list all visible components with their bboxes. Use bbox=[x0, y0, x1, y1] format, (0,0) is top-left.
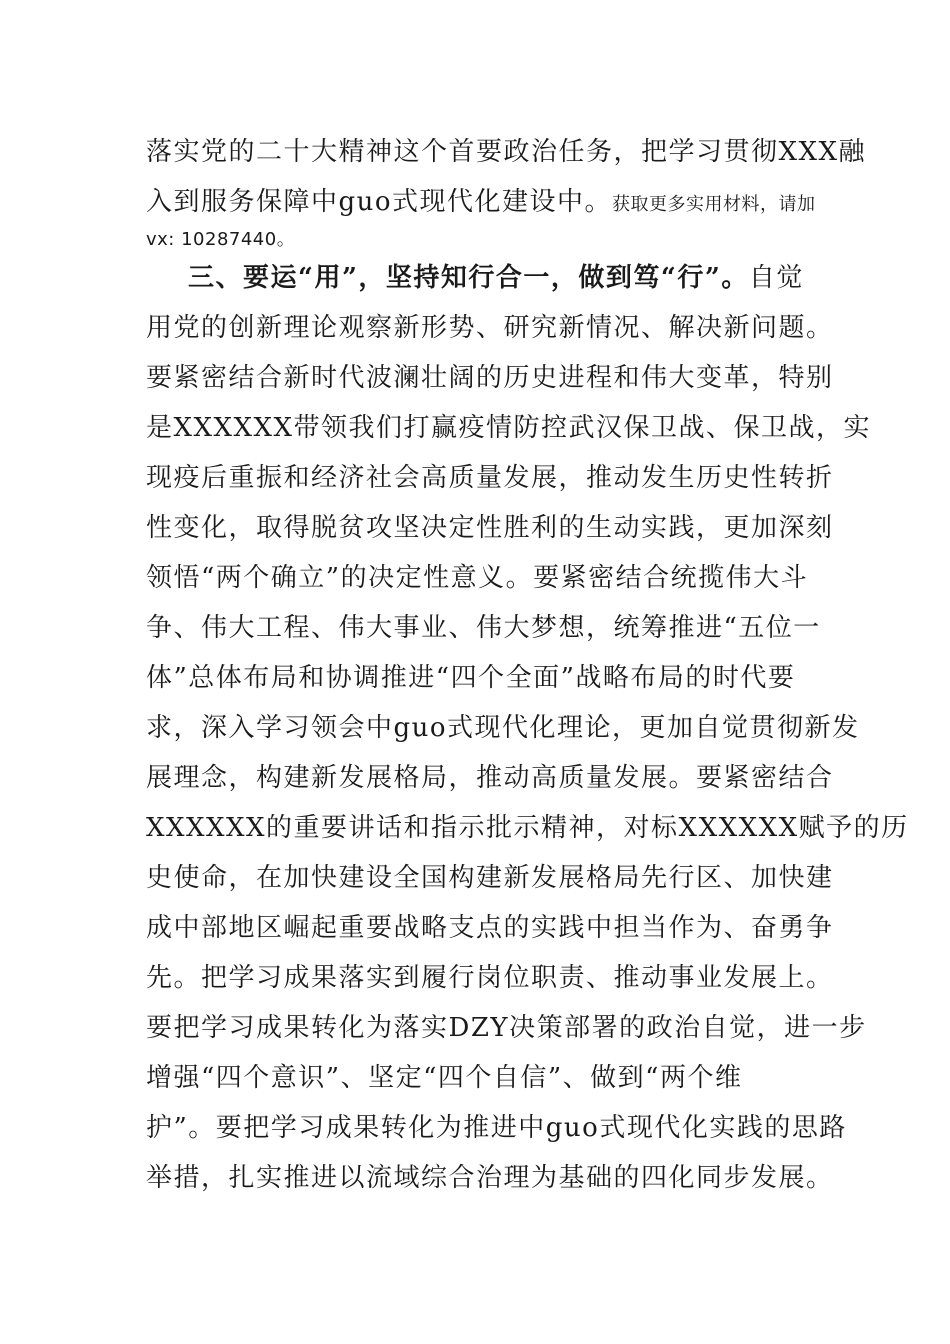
section-heading: 三、要运“用”，坚持知行合一，做到笃“行”。 bbox=[188, 263, 749, 293]
paragraph-line bbox=[146, 610, 826, 646]
paragraph-line bbox=[146, 860, 834, 896]
paragraph-line bbox=[146, 810, 909, 846]
text-run: 是XXXXXX带领我们打赢疫情防控武汉保卫战、保卫战，实 bbox=[146, 413, 872, 443]
text-run: 入到服务保障中guo式现代化建设中。 bbox=[146, 187, 613, 217]
text-run: 自觉 bbox=[748, 263, 804, 293]
paragraph-line bbox=[146, 710, 860, 746]
text-run: 举措，扎实推进以流域综合治理为基础的四化同步发展。 bbox=[146, 1163, 834, 1193]
paragraph-line bbox=[146, 310, 834, 346]
text-run: 要把学习成果转化为落实DZY决策部署的政治自觉，进一步 bbox=[146, 1013, 867, 1043]
text-run: 求，深入学习领会中guo式现代化理论，更加自觉贯彻新发 bbox=[146, 713, 860, 743]
text-run: 现疫后重振和经济社会高质量发展，推动发生历史性转折 bbox=[146, 463, 834, 493]
paragraph-line bbox=[146, 184, 826, 223]
promo-contact bbox=[146, 222, 826, 258]
paragraph-line bbox=[146, 1110, 847, 1146]
text-run: 体”总体布局和协调推进“四个全面”战略布局的时代要 bbox=[146, 663, 796, 693]
paragraph-line bbox=[146, 1010, 867, 1046]
text-run: 成中部地区崛起重要战略支点的实践中担当作为、奋勇争 bbox=[146, 913, 834, 943]
text-run: 要紧密结合新时代波澜壮阔的历史进程和伟大变革，特别 bbox=[146, 363, 834, 393]
paragraph-line bbox=[146, 1160, 834, 1196]
paragraph-line bbox=[146, 410, 872, 446]
text-run: XXXXXX的重要讲话和指示批示精神，对标XXXXXX赋予的历 bbox=[146, 813, 909, 843]
paragraph-line bbox=[146, 460, 834, 496]
text-run: 性变化，取得脱贫攻坚决定性胜利的生动实践，更加深刻 bbox=[146, 513, 834, 543]
paragraph-line bbox=[146, 360, 834, 396]
text-run: 争、伟大工程、伟大事业、伟大梦想，统筹推进“五位一 bbox=[146, 613, 821, 643]
paragraph-line bbox=[146, 760, 834, 796]
text-run: 领悟“两个确立”的决定性意义。要紧密结合统揽伟大斗 bbox=[146, 563, 809, 593]
paragraph-line bbox=[146, 1060, 826, 1096]
promo-note: 获取更多实用材料，请加 bbox=[612, 194, 816, 215]
paragraph-line bbox=[146, 510, 834, 546]
paragraph-line bbox=[146, 660, 826, 696]
text-run: 展理念，构建新发展格局，推动高质量发展。要紧密结合 bbox=[146, 763, 834, 793]
text-run: 史使命，在加快建设全国构建新发展格局先行区、加快建 bbox=[146, 863, 834, 893]
paragraph-line bbox=[146, 134, 867, 170]
text-run: 护”。要把学习成果转化为推进中guo式现代化实践的思路 bbox=[146, 1113, 847, 1143]
text-run: 增强“四个意识”、坚定“四个自信”、做到“两个维 bbox=[146, 1063, 743, 1093]
paragraph-line bbox=[146, 960, 834, 996]
text-run: 用党的创新理论观察新形势、研究新情况、解决新问题。 bbox=[146, 313, 834, 343]
paragraph-line bbox=[146, 560, 826, 596]
text-run: 先。把学习成果落实到履行岗位职责、推动事业发展上。 bbox=[146, 963, 834, 993]
section-heading-line bbox=[188, 260, 868, 296]
paragraph-line bbox=[146, 910, 834, 946]
text-run: 落实党的二十大精神这个首要政治任务，把学习贯彻XXX融 bbox=[146, 137, 867, 167]
text-run: vx: 10287440。 bbox=[146, 229, 296, 250]
